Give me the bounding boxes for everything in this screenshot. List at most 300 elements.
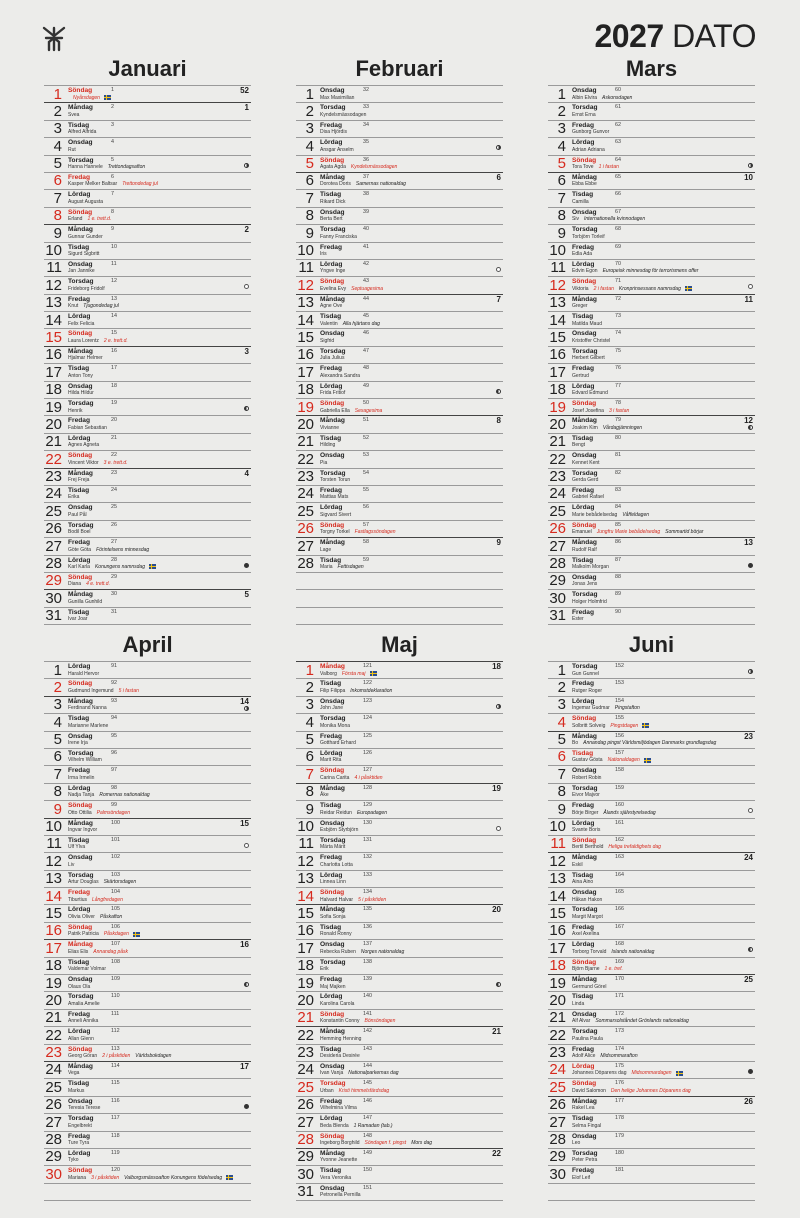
weekday-label: Tisdag [320, 434, 342, 442]
name-days: Vilhelmina Vilma [320, 1105, 357, 1112]
name-days: Rutger Roger [572, 687, 603, 694]
name-days: Sigvard Sivert [320, 511, 352, 518]
day-row [44, 991, 251, 1008]
day-number: 19 [45, 974, 62, 992]
day-of-year: 97 [111, 767, 117, 774]
weekday-label: Onsdag [320, 1184, 345, 1192]
day-number: 15 [549, 904, 566, 922]
event-label: Pingstdagen [610, 722, 639, 729]
day-number: 17 [549, 363, 566, 381]
name-day-line [572, 705, 640, 712]
weekday-label: Fredag [68, 1132, 90, 1140]
weekday-label: Lördag [68, 784, 91, 792]
weekday-label: Tisdag [320, 1045, 342, 1053]
week-number: 18 [492, 662, 501, 671]
name-days: Lage [320, 546, 332, 553]
day-number: 11 [46, 835, 62, 853]
day-number: 5 [305, 731, 314, 749]
name-days: Edvin Egon [572, 268, 598, 275]
name-day-line [68, 827, 97, 834]
day-of-year: 11 [111, 260, 117, 267]
event-label: Fastlagssöndagen [354, 529, 396, 536]
day-row [44, 818, 251, 835]
name-day-line [320, 477, 350, 484]
week-number: 19 [492, 783, 501, 793]
name-day-line [68, 164, 145, 171]
day-number: 21 [549, 433, 566, 451]
day-row [548, 1096, 755, 1113]
day-of-year: 139 [363, 976, 372, 983]
weekday-label: Söndag [68, 923, 93, 931]
weekday-label: Fredag [68, 767, 90, 775]
name-days: Nadja Tanja [68, 792, 95, 799]
day-number: 23 [45, 1044, 62, 1062]
day-number: 24 [45, 485, 62, 503]
day-number: 12 [45, 852, 62, 870]
day-of-year: 110 [111, 993, 120, 1000]
day-row [296, 85, 503, 102]
day-of-year: 143 [363, 1045, 372, 1052]
weekday-label: Måndag [68, 941, 93, 949]
day-of-year: 39 [363, 208, 369, 215]
weekday-label: Fredag [320, 121, 342, 129]
day-number: 19 [297, 398, 314, 416]
weekday-label: Söndag [68, 452, 93, 460]
name-days: Allan Glenn [68, 1035, 94, 1042]
name-days: Julia Julius [320, 355, 345, 362]
new-moon-icon [244, 563, 249, 568]
day-of-year: 130 [363, 819, 372, 826]
name-day-line [68, 390, 94, 397]
day-number: 21 [297, 1009, 314, 1027]
day-number: 23 [549, 1044, 566, 1062]
swedish-flag-icon [149, 564, 156, 569]
name-days: Torbjörn Torleif [572, 233, 605, 240]
weekday-label: Tisdag [572, 1115, 594, 1123]
day-row [548, 800, 755, 817]
name-days: Gudmund Ingemund [68, 687, 114, 694]
day-number: 2 [53, 678, 62, 696]
day-of-year: 71 [615, 278, 621, 285]
name-day-line [68, 984, 90, 991]
day-row [296, 398, 503, 415]
day-row [296, 1183, 503, 1200]
weekday-label: Onsdag [572, 889, 597, 897]
day-number: 3 [305, 120, 314, 138]
weekday-label: Onsdag [320, 697, 345, 705]
day-number: 29 [549, 1148, 566, 1166]
weekday-label: Fredag [572, 680, 594, 688]
name-day-line [68, 1157, 79, 1164]
name-days: Fabian Sebastian [68, 424, 107, 431]
weekday-label: Måndag [572, 173, 597, 181]
day-of-year: 141 [363, 1010, 372, 1017]
weekday-label: Måndag [572, 295, 597, 303]
weekday-label: Onsdag [572, 452, 597, 460]
day-of-year: 18 [111, 382, 117, 389]
day-number: 18 [45, 957, 62, 975]
day-row [44, 363, 251, 380]
name-day-line [68, 862, 74, 869]
day-of-year: 105 [111, 906, 120, 913]
day-number: 7 [305, 189, 314, 207]
day-number: 8 [557, 783, 566, 801]
day-of-year: 99 [111, 802, 117, 809]
day-number: 2 [305, 102, 314, 120]
event-label: 5 i påsktiden [358, 896, 387, 903]
page-title [594, 18, 756, 55]
name-day-line [572, 984, 606, 991]
weekday-label: Torsdag [572, 1149, 598, 1157]
day-row [548, 346, 755, 363]
day-of-year: 82 [615, 469, 621, 476]
name-day-line [572, 931, 599, 938]
name-day-line [68, 216, 111, 223]
day-row [44, 904, 251, 921]
day-of-year: 135 [363, 906, 372, 913]
day-row [44, 294, 251, 311]
weekday-label: Söndag [320, 400, 345, 408]
day-number: 9 [557, 224, 566, 242]
name-day-line [68, 494, 79, 501]
weekday-label: Torsdag [572, 1028, 598, 1036]
day-of-year: 157 [615, 749, 624, 756]
week-number: 24 [744, 853, 753, 863]
day-row [44, 1026, 251, 1043]
name-days: Bodil Boel [68, 529, 91, 536]
name-day-line [68, 1070, 79, 1077]
name-day-line [320, 844, 345, 851]
day-number: 16 [45, 346, 62, 364]
day-row [44, 1165, 251, 1182]
weekday-label: Söndag [68, 680, 93, 688]
weekday-label: Lördag [572, 697, 595, 705]
day-of-year: 81 [615, 452, 621, 459]
name-day-line [68, 425, 107, 432]
name-day-line [572, 494, 604, 501]
day-of-year: 38 [363, 191, 369, 198]
name-day-line [572, 1140, 580, 1147]
event-label: Annandag pingst Världsmiljödagen Danmarks grundlagsdag [583, 740, 717, 747]
name-days: Frideborg Fridolf [68, 285, 105, 292]
day-of-year: 77 [615, 382, 621, 389]
empty-row [548, 1183, 755, 1200]
name-days: Åke [320, 792, 329, 799]
event-label: 2 i fastan [593, 285, 614, 292]
name-day-line [572, 547, 597, 554]
day-of-year: 33 [363, 104, 369, 111]
day-row [44, 748, 251, 765]
name-days: Rut [68, 146, 76, 153]
name-day-line [320, 547, 331, 554]
weekday-label: Lördag [572, 504, 595, 512]
day-number: 7 [557, 765, 566, 783]
day-of-year: 168 [615, 941, 624, 948]
name-day-line [68, 897, 123, 904]
day-number: 29 [297, 1148, 314, 1166]
weekday-label: Måndag [572, 1097, 597, 1105]
day-of-year: 134 [363, 889, 372, 896]
day-row [296, 835, 503, 852]
day-number: 22 [297, 1026, 314, 1044]
name-day-line [68, 1036, 94, 1043]
weekday-label: Fredag [68, 417, 90, 425]
day-row [44, 555, 251, 572]
day-of-year: 20 [111, 417, 117, 424]
day-number: 23 [549, 468, 566, 486]
name-day-line [572, 740, 716, 747]
weekday-label: Torsdag [320, 715, 346, 723]
day-number: 30 [297, 1165, 314, 1183]
day-row [548, 311, 755, 328]
day-number: 17 [549, 939, 566, 957]
name-days: Vilhelm William [68, 757, 102, 764]
name-day-line [572, 1070, 683, 1077]
weekday-label: Tisdag [68, 958, 90, 966]
day-of-year: 84 [615, 504, 621, 511]
name-days: Marie bebådelsedag [572, 511, 618, 518]
day-of-year: 63 [615, 139, 621, 146]
day-row [44, 589, 251, 606]
name-days: Robert Robin [572, 774, 602, 781]
empty-row [296, 572, 503, 589]
name-days: Ebba Ebbe [572, 181, 597, 188]
day-of-year: 172 [615, 1010, 624, 1017]
day-number: 26 [297, 1096, 314, 1114]
name-days: Irene Irja [68, 740, 88, 747]
name-days: Göte Göta [68, 546, 92, 553]
day-row [296, 485, 503, 502]
name-days: Edla Ada [572, 251, 593, 258]
month-end-line [296, 624, 503, 625]
day-number: 18 [297, 957, 314, 975]
day-row [296, 450, 503, 467]
day-row [296, 468, 503, 485]
day-number: 26 [45, 520, 62, 538]
name-day-line [572, 286, 692, 293]
name-days: Ivar Joar [68, 616, 88, 623]
name-days: Esbjörn Styrbjörn [320, 827, 359, 834]
day-of-year: 107 [111, 941, 120, 948]
weekday-label: Söndag [572, 156, 597, 164]
first-quarter-moon-icon [244, 163, 249, 168]
week-number: 23 [744, 731, 753, 741]
name-days: Ingeborg Borghild [320, 1140, 360, 1147]
day-of-year: 153 [615, 680, 624, 687]
weekday-label: Onsdag [572, 1010, 597, 1018]
name-days: Halvard Halvar [320, 896, 354, 903]
day-row [548, 398, 755, 415]
day-row [296, 852, 503, 869]
name-day-line [572, 879, 593, 886]
day-of-year: 173 [615, 1028, 624, 1035]
day-row [44, 276, 251, 293]
name-days: Marit Rita [320, 757, 342, 764]
day-row [548, 818, 755, 835]
day-of-year: 145 [363, 1080, 372, 1087]
last-quarter-moon-icon [748, 947, 753, 952]
day-number: 20 [549, 991, 566, 1009]
name-days: Ture Tyra [68, 1140, 90, 1147]
day-row [44, 887, 251, 904]
name-days: Iris [320, 251, 327, 258]
name-day-line [68, 757, 102, 764]
day-number: 7 [53, 189, 62, 207]
weekday-label: Torsdag [572, 663, 598, 670]
day-number: 6 [53, 748, 62, 766]
weekday-label: Måndag [320, 173, 345, 181]
name-days: Disa Hjördis [320, 129, 347, 136]
week-number: 20 [492, 905, 501, 915]
day-of-year: 114 [111, 1062, 120, 1069]
day-number: 16 [297, 346, 314, 364]
day-row [296, 1165, 503, 1182]
day-of-year: 8 [111, 208, 114, 215]
name-day-line [320, 862, 353, 869]
name-day-line [572, 234, 605, 241]
name-day-line [572, 810, 656, 817]
event-label: Förintelsens minnesdag [96, 546, 150, 553]
day-of-year: 61 [615, 104, 621, 111]
name-days: Eskil [572, 861, 583, 868]
day-number: 18 [45, 381, 62, 399]
event-label: Kristi himmelsfärdsdag [338, 1087, 390, 1094]
day-row [548, 974, 755, 991]
name-days: Svante Boris [572, 827, 601, 834]
weekday-label: Lördag [320, 260, 343, 268]
day-of-year: 57 [363, 521, 369, 528]
day-of-year: 55 [363, 486, 369, 493]
weekday-label: Torsdag [68, 521, 94, 529]
day-of-year: 163 [615, 854, 624, 861]
name-day-line [68, 147, 76, 154]
day-number: 17 [297, 363, 314, 381]
name-day-line [572, 1018, 689, 1025]
day-of-year: 43 [363, 278, 369, 285]
day-number: 16 [549, 346, 566, 364]
weekday-label: Måndag [320, 663, 345, 670]
name-day-line [320, 234, 357, 241]
name-day-line [320, 512, 351, 519]
day-row [296, 1096, 503, 1113]
day-of-year: 155 [615, 715, 624, 722]
day-of-year: 70 [615, 260, 621, 267]
day-of-year: 138 [363, 958, 372, 965]
full-moon-icon [244, 284, 249, 289]
name-days: Knut [68, 303, 79, 310]
swedish-flag-icon [642, 723, 649, 728]
name-day-line [68, 1053, 171, 1060]
day-number: 15 [297, 328, 314, 346]
name-day-line [572, 268, 698, 275]
weekday-label: Tisdag [68, 365, 90, 373]
week-number: 11 [744, 294, 753, 304]
name-day-line [320, 216, 343, 223]
name-day-line [68, 181, 158, 188]
name-day-line [68, 1105, 100, 1112]
day-row [44, 468, 251, 485]
weekday-label: Onsdag [68, 382, 93, 390]
name-day-line [68, 303, 119, 310]
name-day-line [572, 355, 605, 362]
name-days: Pia [320, 459, 328, 466]
weekday-label: Onsdag [572, 573, 597, 581]
name-days: Henrik [68, 407, 83, 414]
day-number: 3 [53, 120, 62, 138]
day-of-year: 3 [111, 121, 114, 128]
day-number: 7 [305, 765, 314, 783]
weekday-label: Måndag [68, 591, 93, 599]
week-number: 25 [744, 975, 753, 985]
day-row [548, 713, 755, 730]
name-day-line [572, 862, 583, 869]
name-day-line [68, 408, 82, 415]
name-days: Håkan Hakon [572, 896, 603, 903]
name-days: Felix Felicia [68, 320, 95, 327]
day-number: 26 [549, 1096, 566, 1114]
name-day-line [320, 740, 356, 747]
day-number: 14 [45, 887, 62, 905]
name-days: Bengt [572, 442, 586, 449]
name-days: Vincent Viktor [68, 459, 99, 466]
week-number: 6 [496, 172, 501, 182]
day-row [548, 363, 755, 380]
day-of-year: 167 [615, 923, 624, 930]
name-days: Erika [68, 494, 80, 501]
name-day-line [320, 984, 346, 991]
day-of-year: 40 [363, 226, 369, 233]
weekday-label: Fredag [572, 243, 594, 251]
name-days: Hilding [320, 442, 336, 449]
day-row [44, 207, 251, 224]
day-number: 4 [305, 137, 314, 155]
name-days: Markus [68, 1087, 85, 1094]
week-number: 1 [244, 103, 249, 113]
weekday-label: Fredag [320, 976, 342, 984]
day-number: 10 [45, 242, 62, 260]
name-day-line [572, 599, 607, 606]
name-day-line [68, 688, 139, 695]
event-label: 5 i fastan [118, 687, 139, 694]
name-days: Margit Margot [572, 913, 603, 920]
name-day-line [572, 373, 589, 380]
event-label: Europeisk minnesdag för terrorismens offer [602, 268, 699, 275]
day-number: 1 [305, 85, 314, 103]
weekday-label: Måndag [68, 226, 93, 234]
day-of-year: 165 [615, 889, 624, 896]
day-row [44, 1096, 251, 1113]
day-row [296, 328, 503, 345]
day-number: 28 [45, 555, 62, 573]
day-number: 13 [549, 294, 566, 312]
day-row [44, 870, 251, 887]
name-day-line [320, 1070, 399, 1077]
day-number: 5 [305, 155, 314, 173]
event-label: Heliga trefaldighets dag [608, 844, 661, 851]
day-row [296, 363, 503, 380]
name-day-line [320, 564, 364, 571]
event-label: Nationalparkernas dag [348, 1070, 399, 1077]
weekday-label: Torsdag [68, 278, 94, 286]
day-of-year: 24 [111, 486, 117, 493]
day-row [548, 852, 755, 869]
day-number: 2 [557, 678, 566, 696]
day-row [44, 1113, 251, 1130]
name-days: Berta Bert [320, 216, 343, 223]
name-days: Marianne Marlene [68, 722, 109, 729]
weekday-label: Fredag [572, 365, 594, 373]
day-row [548, 189, 755, 206]
